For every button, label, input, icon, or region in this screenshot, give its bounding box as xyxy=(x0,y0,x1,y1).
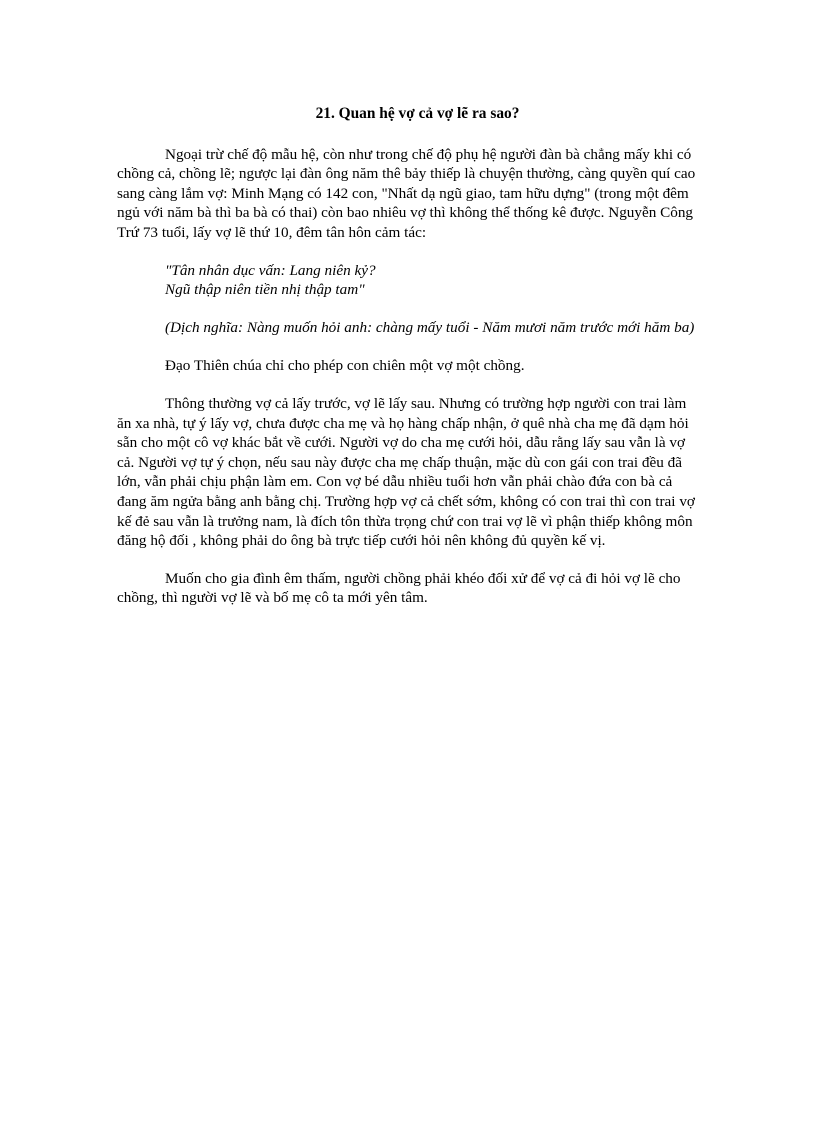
poem-translation: (Dịch nghĩa: Nàng muốn hỏi anh: chàng mấy tuổi - Năm mươi năm trước mới hăm ba) xyxy=(165,318,695,336)
poem-line-2: Ngũ thập niên tiền nhị thập tam" xyxy=(165,281,365,299)
poem-quote xyxy=(165,261,702,300)
paragraph-harmony: Muốn cho gia đình êm thấm, người chồng phải khéo đối xử để vợ cả đi hỏi vợ lẽ cho chồng, thì người vợ lẽ và bố mẹ cô ta mới yên tâm. xyxy=(117,569,681,607)
poem-line-1: "Tân nhân dục vấn: Lang niên kỷ? xyxy=(165,261,376,279)
paragraph-order: Thông thường vợ cả lấy trước, vợ lẽ lấy sau. Nhưng có trường hợp người con trai làm ăn xa nhà, tự ý lấy vợ, chưa được cha mẹ và họ hàng chấp nhận, ở quê nhà cha mẹ đã dạm hỏi sẵn cho một cô vợ khác bắt về cưới. Người vợ do cha mẹ cưới hỏi, dẫu rằng lấy sau vẫn là vợ cả. Người vợ tự ý chọn, nếu sau này được cha mẹ chấp thuận, mặc dù con gái con trai đều đã lớn, vẫn phải chịu phận làm em. Con vợ bé dẫu nhiều tuổi hơn vẫn phải chào đứa con bà cả đang ăm ngửa bằng anh bằng chị. Trường hợp vợ cả chết sớm, không có con trai thì con trai vợ kế đẻ sau vẫn là trưởng nam, là đích tôn thừa trọng chứ con trai vợ lẽ vì phận thiếp không môn đăng hộ đối , không phải do ông bà trực tiếp cưới hỏi nên không đủ quyền kế vị. xyxy=(117,394,695,550)
section-title: 21. Quan hệ vợ cả vợ lẽ ra sao? xyxy=(315,105,520,122)
paragraph-catholic: Đạo Thiên chúa chỉ cho phép con chiên một vợ một chồng. xyxy=(165,357,525,375)
paragraph-intro: Ngoại trừ chế độ mẫu hệ, còn như trong chế độ phụ hệ người đàn bà chẳng mấy khi có chồng cả, chồng lẽ; ngược lại đàn ông năm thê bảy thiếp là chuyện thường, càng quyền quí cao sang càng lắm vợ: Minh Mạng có 142 con, "Nhất dạ ngũ giao, tam hữu dựng" (trong một đêm ngủ với năm bà thì ba bà có thai) còn bao nhiêu vợ thì không thể thống kê được. Nguyễn Công Trứ 73 tuổi, lấy vợ lẽ thứ 10, đêm tân hôn cảm tác: xyxy=(117,145,696,241)
document-body xyxy=(117,104,702,626)
